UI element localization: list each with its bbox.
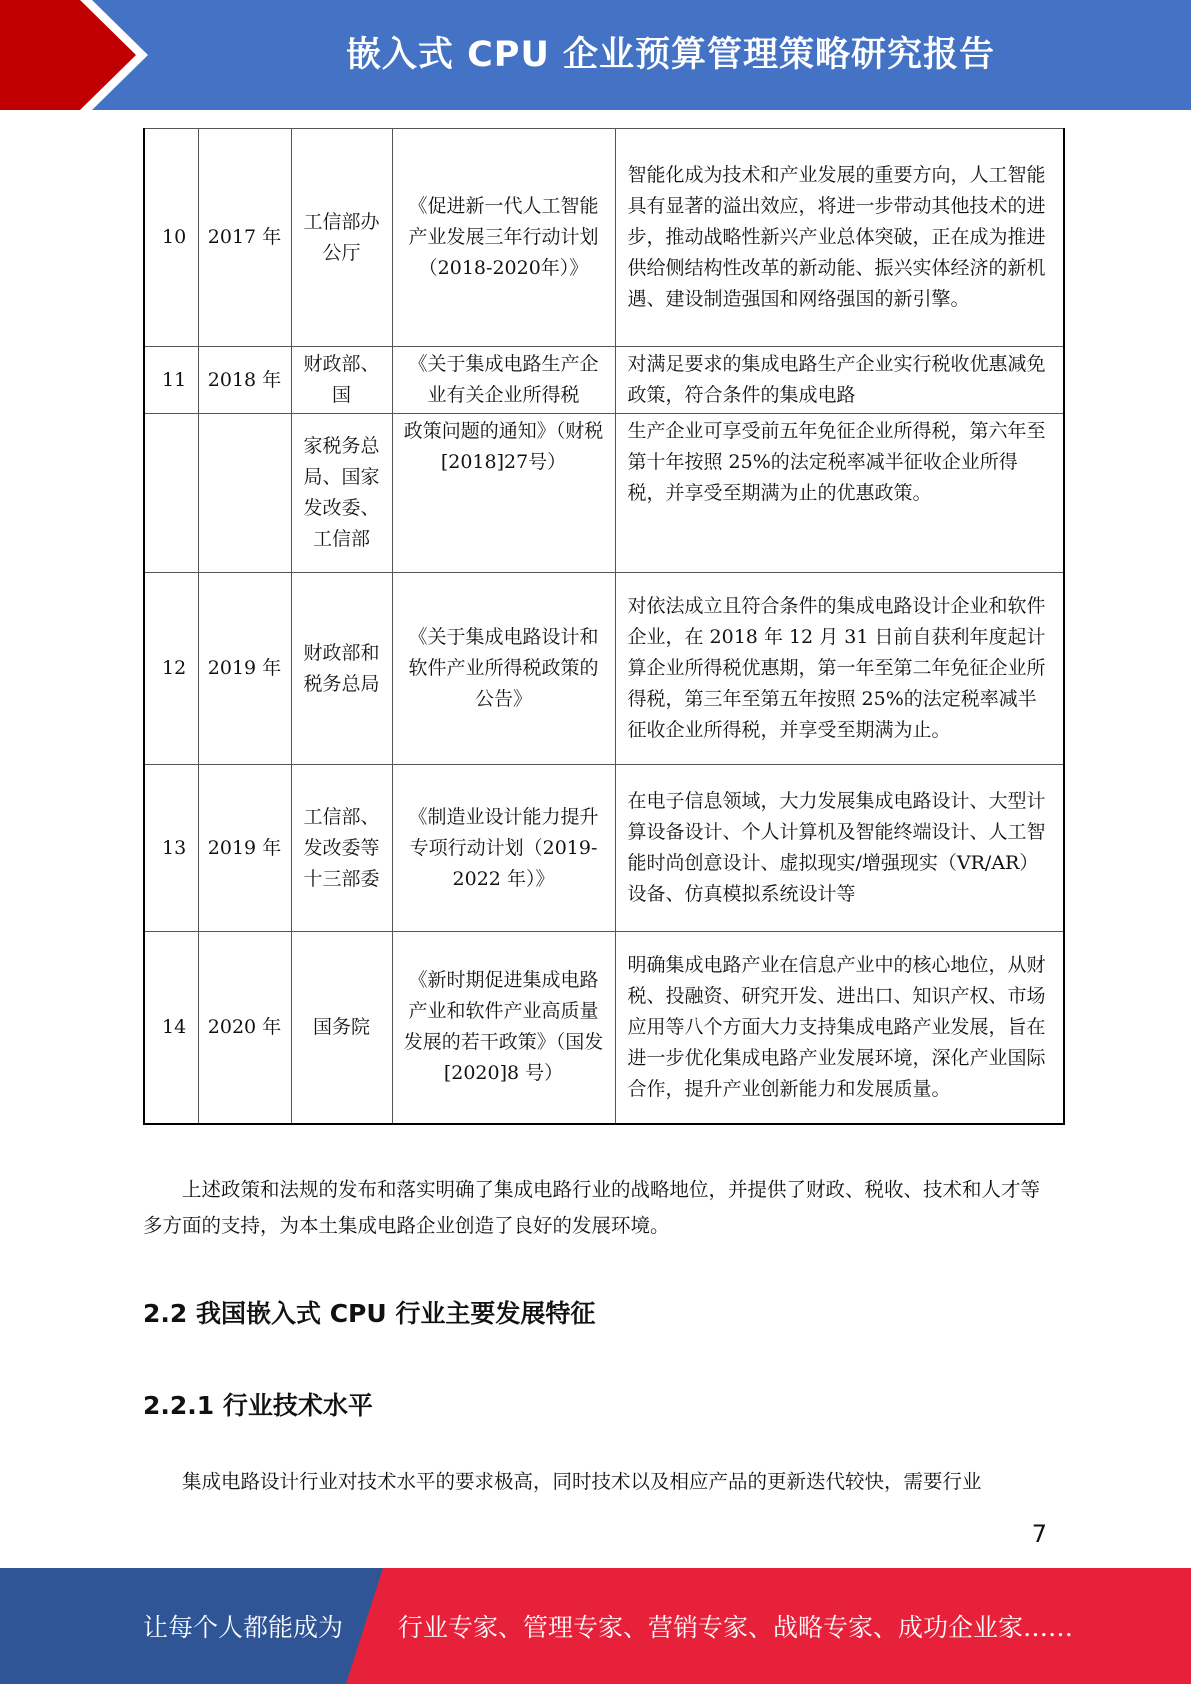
row-department: 工信部、发改委等十三部委 [291, 765, 392, 932]
section-heading-2-2: 2.2 我国嵌入式 CPU 行业主要发展特征 [143, 1299, 596, 1328]
row-content: 明确集成电路产业在信息产业中的核心地位，从财税、投融资、研究开发、进出口、知识产权、市场应用等八个方面大力支持集成电路产业发展，旨在进一步优化集成电路产业发展环境，深化产业国际合作，提升产业创新能力和发展质量。 [615, 932, 1064, 1124]
row-content: 对依法成立且符合条件的集成电路设计企业和软件企业，在 2018 年 12 月 31 日前自获利年度起计算企业所得税优惠期，第一年至第二年免征企业所得税，第三年至第五年按照 25%的法定税率减半征收企业所得税，并享受至期满为止。 [615, 573, 1064, 765]
table-row [144, 414, 1064, 573]
footer-slogan-right: 行业专家、管理专家、营销专家、战略专家、成功企业家…… [398, 1613, 1074, 1642]
row-department: 财政部和税务总局 [291, 573, 392, 765]
row-number: 13 [144, 765, 198, 932]
row-number: 10 [144, 129, 198, 347]
row-department: 工信部办公厅 [291, 129, 392, 347]
table-row [144, 765, 1064, 932]
row-year: 2019 年 [198, 765, 291, 932]
row-number: 12 [144, 573, 198, 765]
row-year: 2019 年 [198, 573, 291, 765]
row-number: 14 [144, 932, 198, 1124]
row-department: 家税务总局、国家发改委、工信部 [291, 414, 392, 573]
row-year: 2018 年 [198, 347, 291, 414]
report-title: 嵌入式 CPU 企业预算管理策略研究报告 [345, 35, 996, 75]
body-paragraph: 上述政策和法规的发布和落实明确了集成电路行业的战略地位，并提供了财政、税收、技术和人才等多方面的支持，为本土集成电路企业创造了良好的发展环境。 [143, 1178, 1041, 1237]
row-department: 财政部、国 [291, 347, 392, 414]
page-number: 7 [1031, 1520, 1047, 1548]
row-content: 在电子信息领域，大力发展集成电路设计、大型计算设备设计、个人计算机及智能终端设计、人工智能时尚创意设计、虚拟现实/增强现实（VR/AR）设备、仿真模拟系统设计等 [615, 765, 1064, 932]
body-paragraph: 集成电路设计行业对技术水平的要求极高，同时技术以及相应产品的更新迭代较快，需要行业 [182, 1470, 982, 1493]
row-number: 11 [144, 347, 198, 414]
footer-slogan-left: 让每个人都能成为 [143, 1613, 344, 1642]
page-header [0, 0, 1191, 110]
row-document: 《制造业设计能力提升专项行动计划（2019-2022 年）》 [392, 765, 615, 932]
policy-table [143, 128, 1065, 1125]
table-row [144, 129, 1064, 347]
table-row [144, 347, 1064, 414]
table-row [144, 573, 1064, 765]
page-footer [0, 1568, 1191, 1684]
row-content: 对满足要求的集成电路生产企业实行税收优惠减免政策，符合条件的集成电路 [615, 347, 1064, 414]
row-document: 《促进新一代人工智能产业发展三年行动计划（2018-2020年）》 [392, 129, 615, 347]
section-heading-2-2-1: 2.2.1 行业技术水平 [143, 1391, 373, 1420]
row-document: 政策问题的通知》（财税[2018]27号） [392, 414, 615, 573]
row-year: 2017 年 [198, 129, 291, 347]
row-year [198, 414, 291, 573]
row-department: 国务院 [291, 932, 392, 1124]
row-year: 2020 年 [198, 932, 291, 1124]
row-document: 《新时期促进集成电路产业和软件产业高质量发展的若干政策》（国发[2020]8 号） [392, 932, 615, 1124]
row-document: 《关于集成电路生产企业有关企业所得税 [392, 347, 615, 414]
row-content: 生产企业可享受前五年免征企业所得税，第六年至第十年按照 25%的法定税率减半征收企业所得税，并享受至期满为止的优惠政策。 [615, 414, 1064, 573]
row-number [144, 414, 198, 573]
row-document: 《关于集成电路设计和软件产业所得税政策的公告》 [392, 573, 615, 765]
table-row [144, 932, 1064, 1124]
row-content: 智能化成为技术和产业发展的重要方向，人工智能具有显著的溢出效应，将进一步带动其他技术的进步，推动战略性新兴产业总体突破，正在成为推进供给侧结构性改革的新动能、振兴实体经济的新机遇、建设制造强国和网络强国的新引擎。 [615, 129, 1064, 347]
